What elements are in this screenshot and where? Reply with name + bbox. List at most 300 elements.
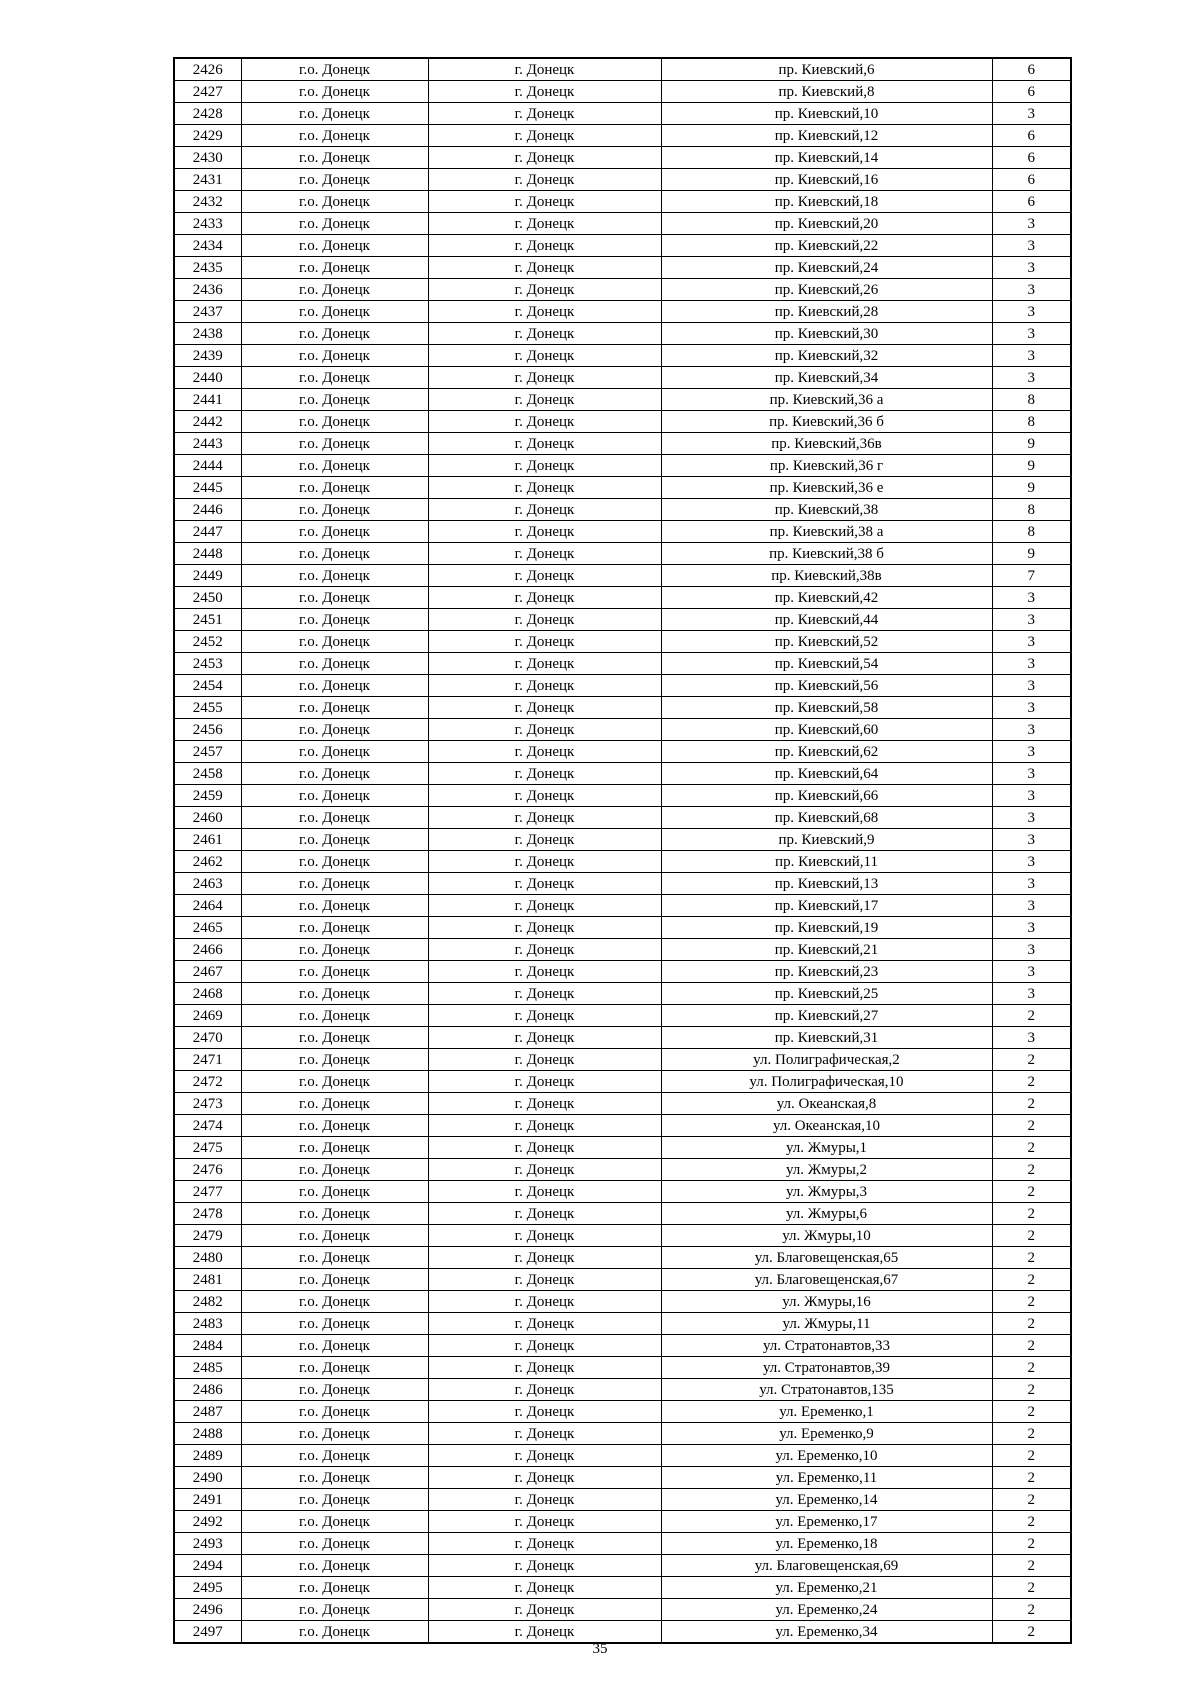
city-cell: г. Донецк	[428, 1511, 661, 1533]
city-cell: г. Донецк	[428, 961, 661, 983]
count-cell: 3	[992, 675, 1071, 697]
city-cell: г. Донецк	[428, 1401, 661, 1423]
district-cell: г.о. Донецк	[241, 939, 428, 961]
district-cell: г.о. Донецк	[241, 873, 428, 895]
city-cell: г. Донецк	[428, 631, 661, 653]
district-cell: г.о. Донецк	[241, 411, 428, 433]
row-number-cell: 2432	[174, 191, 241, 213]
row-number-cell: 2496	[174, 1599, 241, 1621]
city-cell: г. Донецк	[428, 1115, 661, 1137]
table-row	[174, 411, 1071, 433]
table-row	[174, 455, 1071, 477]
table-row	[174, 1291, 1071, 1313]
address-cell: ул. Благовещенская,69	[661, 1555, 992, 1577]
district-cell: г.о. Донецк	[241, 1489, 428, 1511]
address-cell: пр. Киевский,28	[661, 301, 992, 323]
count-cell: 2	[992, 1005, 1071, 1027]
address-cell: ул. Благовещенская,65	[661, 1247, 992, 1269]
address-cell: пр. Киевский,19	[661, 917, 992, 939]
count-cell: 9	[992, 543, 1071, 565]
district-cell: г.о. Донецк	[241, 785, 428, 807]
district-cell: г.о. Донецк	[241, 565, 428, 587]
address-cell: пр. Киевский,36в	[661, 433, 992, 455]
table-row	[174, 103, 1071, 125]
district-cell: г.о. Донецк	[241, 983, 428, 1005]
table-row	[174, 675, 1071, 697]
district-cell: г.о. Донецк	[241, 147, 428, 169]
table-row	[174, 125, 1071, 147]
address-cell: ул. Жмуры,10	[661, 1225, 992, 1247]
row-number-cell: 2438	[174, 323, 241, 345]
city-cell: г. Донецк	[428, 1621, 661, 1644]
count-cell: 2	[992, 1555, 1071, 1577]
district-cell: г.о. Донецк	[241, 1291, 428, 1313]
address-cell: пр. Киевский,32	[661, 345, 992, 367]
table-row	[174, 147, 1071, 169]
table-row	[174, 235, 1071, 257]
address-cell: ул. Еременко,9	[661, 1423, 992, 1445]
city-cell: г. Донецк	[428, 1445, 661, 1467]
address-cell: пр. Киевский,68	[661, 807, 992, 829]
district-cell: г.о. Донецк	[241, 367, 428, 389]
address-cell: пр. Киевский,26	[661, 279, 992, 301]
address-cell: пр. Киевский,38 а	[661, 521, 992, 543]
city-cell: г. Донецк	[428, 323, 661, 345]
row-number-cell: 2458	[174, 763, 241, 785]
table-row	[174, 367, 1071, 389]
row-number-cell: 2426	[174, 58, 241, 81]
count-cell: 6	[992, 191, 1071, 213]
row-number-cell: 2463	[174, 873, 241, 895]
address-cell: пр. Киевский,52	[661, 631, 992, 653]
table-row	[174, 301, 1071, 323]
table-row	[174, 1577, 1071, 1599]
row-number-cell: 2486	[174, 1379, 241, 1401]
count-cell: 6	[992, 81, 1071, 103]
row-number-cell: 2464	[174, 895, 241, 917]
count-cell: 2	[992, 1335, 1071, 1357]
district-cell: г.о. Донецк	[241, 917, 428, 939]
district-cell: г.о. Донецк	[241, 257, 428, 279]
city-cell: г. Донецк	[428, 301, 661, 323]
count-cell: 2	[992, 1137, 1071, 1159]
table-row	[174, 1049, 1071, 1071]
district-cell: г.о. Донецк	[241, 1093, 428, 1115]
district-cell: г.о. Донецк	[241, 345, 428, 367]
row-number-cell: 2476	[174, 1159, 241, 1181]
district-cell: г.о. Донецк	[241, 521, 428, 543]
row-number-cell: 2442	[174, 411, 241, 433]
count-cell: 3	[992, 983, 1071, 1005]
district-cell: г.о. Донецк	[241, 1357, 428, 1379]
city-cell: г. Донецк	[428, 433, 661, 455]
count-cell: 9	[992, 477, 1071, 499]
count-cell: 3	[992, 763, 1071, 785]
address-cell: ул. Благовещенская,67	[661, 1269, 992, 1291]
address-cell: пр. Киевский,25	[661, 983, 992, 1005]
city-cell: г. Донецк	[428, 983, 661, 1005]
count-cell: 9	[992, 433, 1071, 455]
address-cell: ул. Жмуры,11	[661, 1313, 992, 1335]
count-cell: 3	[992, 279, 1071, 301]
table-row	[174, 565, 1071, 587]
count-cell: 2	[992, 1489, 1071, 1511]
row-number-cell: 2441	[174, 389, 241, 411]
city-cell: г. Донецк	[428, 1313, 661, 1335]
count-cell: 2	[992, 1115, 1071, 1137]
address-cell: пр. Киевский,23	[661, 961, 992, 983]
district-cell: г.о. Донецк	[241, 851, 428, 873]
city-cell: г. Донецк	[428, 169, 661, 191]
district-cell: г.о. Донецк	[241, 1027, 428, 1049]
district-cell: г.о. Донецк	[241, 653, 428, 675]
district-cell: г.о. Донецк	[241, 697, 428, 719]
address-cell: пр. Киевский,10	[661, 103, 992, 125]
table-row	[174, 631, 1071, 653]
count-cell: 6	[992, 169, 1071, 191]
row-number-cell: 2477	[174, 1181, 241, 1203]
table-row	[174, 1225, 1071, 1247]
table-row	[174, 1269, 1071, 1291]
address-cell: пр. Киевский,38 б	[661, 543, 992, 565]
count-cell: 3	[992, 367, 1071, 389]
district-cell: г.о. Донецк	[241, 1137, 428, 1159]
count-cell: 2	[992, 1511, 1071, 1533]
address-cell: ул. Еременко,1	[661, 1401, 992, 1423]
address-cell: пр. Киевский,38в	[661, 565, 992, 587]
count-cell: 2	[992, 1159, 1071, 1181]
count-cell: 2	[992, 1423, 1071, 1445]
table-row	[174, 829, 1071, 851]
count-cell: 2	[992, 1203, 1071, 1225]
table-row	[174, 345, 1071, 367]
city-cell: г. Донецк	[428, 81, 661, 103]
row-number-cell: 2469	[174, 1005, 241, 1027]
address-cell: ул. Еременко,21	[661, 1577, 992, 1599]
row-number-cell: 2440	[174, 367, 241, 389]
count-cell: 3	[992, 103, 1071, 125]
count-cell: 3	[992, 301, 1071, 323]
district-cell: г.о. Донецк	[241, 323, 428, 345]
count-cell: 3	[992, 961, 1071, 983]
district-cell: г.о. Донецк	[241, 1555, 428, 1577]
table-row	[174, 279, 1071, 301]
city-cell: г. Донецк	[428, 807, 661, 829]
address-cell: пр. Киевский,36 а	[661, 389, 992, 411]
count-cell: 8	[992, 411, 1071, 433]
row-number-cell: 2473	[174, 1093, 241, 1115]
table-row	[174, 1181, 1071, 1203]
table-row	[174, 323, 1071, 345]
count-cell: 2	[992, 1379, 1071, 1401]
city-cell: г. Донецк	[428, 653, 661, 675]
table-row	[174, 257, 1071, 279]
address-cell: ул. Стратонавтов,39	[661, 1357, 992, 1379]
address-cell: ул. Жмуры,16	[661, 1291, 992, 1313]
city-cell: г. Донецк	[428, 191, 661, 213]
city-cell: г. Донецк	[428, 1005, 661, 1027]
count-cell: 3	[992, 829, 1071, 851]
row-number-cell: 2430	[174, 147, 241, 169]
count-cell: 2	[992, 1445, 1071, 1467]
count-cell: 3	[992, 345, 1071, 367]
table-row	[174, 1027, 1071, 1049]
table-row	[174, 499, 1071, 521]
count-cell: 3	[992, 785, 1071, 807]
table-row	[174, 1489, 1071, 1511]
table-row	[174, 1445, 1071, 1467]
city-cell: г. Донецк	[428, 1137, 661, 1159]
table-row	[174, 213, 1071, 235]
table-row	[174, 895, 1071, 917]
address-cell: пр. Киевский,36 е	[661, 477, 992, 499]
table-row	[174, 697, 1071, 719]
city-cell: г. Донецк	[428, 939, 661, 961]
district-cell: г.о. Донецк	[241, 1621, 428, 1644]
table-row	[174, 807, 1071, 829]
city-cell: г. Донецк	[428, 213, 661, 235]
city-cell: г. Донецк	[428, 389, 661, 411]
district-cell: г.о. Донецк	[241, 1247, 428, 1269]
address-cell: ул. Полиграфическая,10	[661, 1071, 992, 1093]
row-number-cell: 2460	[174, 807, 241, 829]
district-cell: г.о. Донецк	[241, 895, 428, 917]
row-number-cell: 2475	[174, 1137, 241, 1159]
city-cell: г. Донецк	[428, 147, 661, 169]
address-cell: пр. Киевский,27	[661, 1005, 992, 1027]
count-cell: 6	[992, 58, 1071, 81]
table-row	[174, 1423, 1071, 1445]
table-row	[174, 1093, 1071, 1115]
city-cell: г. Донецк	[428, 565, 661, 587]
district-cell: г.о. Донецк	[241, 1049, 428, 1071]
address-cell: ул. Еременко,11	[661, 1467, 992, 1489]
table-row	[174, 1511, 1071, 1533]
table-row	[174, 1203, 1071, 1225]
address-cell: пр. Киевский,30	[661, 323, 992, 345]
district-cell: г.о. Донецк	[241, 1599, 428, 1621]
address-cell: ул. Еременко,24	[661, 1599, 992, 1621]
district-cell: г.о. Донецк	[241, 58, 428, 81]
count-cell: 3	[992, 807, 1071, 829]
row-number-cell: 2451	[174, 609, 241, 631]
address-cell: ул. Еременко,10	[661, 1445, 992, 1467]
address-cell: ул. Жмуры,2	[661, 1159, 992, 1181]
district-cell: г.о. Донецк	[241, 1115, 428, 1137]
row-number-cell: 2434	[174, 235, 241, 257]
count-cell: 9	[992, 455, 1071, 477]
count-cell: 3	[992, 609, 1071, 631]
row-number-cell: 2445	[174, 477, 241, 499]
address-cell: пр. Киевский,58	[661, 697, 992, 719]
row-number-cell: 2491	[174, 1489, 241, 1511]
address-cell: ул. Стратонавтов,135	[661, 1379, 992, 1401]
city-cell: г. Донецк	[428, 1027, 661, 1049]
row-number-cell: 2493	[174, 1533, 241, 1555]
table-row	[174, 1533, 1071, 1555]
row-number-cell: 2482	[174, 1291, 241, 1313]
address-cell: пр. Киевский,34	[661, 367, 992, 389]
row-number-cell: 2452	[174, 631, 241, 653]
row-number-cell: 2494	[174, 1555, 241, 1577]
city-cell: г. Донецк	[428, 455, 661, 477]
city-cell: г. Донецк	[428, 1071, 661, 1093]
count-cell: 3	[992, 873, 1071, 895]
table-body	[174, 58, 1071, 1643]
city-cell: г. Донецк	[428, 1555, 661, 1577]
count-cell: 3	[992, 653, 1071, 675]
row-number-cell: 2484	[174, 1335, 241, 1357]
count-cell: 3	[992, 631, 1071, 653]
row-number-cell: 2455	[174, 697, 241, 719]
row-number-cell: 2431	[174, 169, 241, 191]
city-cell: г. Донецк	[428, 1269, 661, 1291]
city-cell: г. Донецк	[428, 1423, 661, 1445]
table-row	[174, 1313, 1071, 1335]
row-number-cell: 2466	[174, 939, 241, 961]
table-row	[174, 1555, 1071, 1577]
address-cell: пр. Киевский,44	[661, 609, 992, 631]
city-cell: г. Донецк	[428, 477, 661, 499]
address-cell: пр. Киевский,24	[661, 257, 992, 279]
table-row	[174, 81, 1071, 103]
city-cell: г. Донецк	[428, 895, 661, 917]
count-cell: 3	[992, 323, 1071, 345]
address-cell: пр. Киевский,64	[661, 763, 992, 785]
table-row	[174, 939, 1071, 961]
city-cell: г. Донецк	[428, 58, 661, 81]
address-cell: пр. Киевский,8	[661, 81, 992, 103]
district-cell: г.о. Донецк	[241, 499, 428, 521]
address-cell: пр. Киевский,36 г	[661, 455, 992, 477]
count-cell: 3	[992, 697, 1071, 719]
city-cell: г. Донецк	[428, 1599, 661, 1621]
district-cell: г.о. Донецк	[241, 125, 428, 147]
city-cell: г. Донецк	[428, 785, 661, 807]
row-number-cell: 2485	[174, 1357, 241, 1379]
city-cell: г. Донецк	[428, 763, 661, 785]
table-row	[174, 1137, 1071, 1159]
count-cell: 3	[992, 213, 1071, 235]
district-cell: г.о. Донецк	[241, 1445, 428, 1467]
address-cell: пр. Киевский,56	[661, 675, 992, 697]
row-number-cell: 2468	[174, 983, 241, 1005]
table-row	[174, 1467, 1071, 1489]
address-cell: пр. Киевский,21	[661, 939, 992, 961]
district-cell: г.о. Донецк	[241, 389, 428, 411]
district-cell: г.о. Донецк	[241, 1335, 428, 1357]
count-cell: 3	[992, 895, 1071, 917]
table-row	[174, 543, 1071, 565]
count-cell: 2	[992, 1093, 1071, 1115]
city-cell: г. Донецк	[428, 1467, 661, 1489]
table-row	[174, 433, 1071, 455]
count-cell: 3	[992, 235, 1071, 257]
district-cell: г.о. Донецк	[241, 1159, 428, 1181]
district-cell: г.о. Донецк	[241, 543, 428, 565]
address-cell: пр. Киевский,60	[661, 719, 992, 741]
table-row	[174, 741, 1071, 763]
row-number-cell: 2427	[174, 81, 241, 103]
count-cell: 6	[992, 125, 1071, 147]
table-row	[174, 1599, 1071, 1621]
row-number-cell: 2467	[174, 961, 241, 983]
count-cell: 3	[992, 257, 1071, 279]
count-cell: 3	[992, 587, 1071, 609]
district-cell: г.о. Донецк	[241, 829, 428, 851]
district-cell: г.о. Донецк	[241, 169, 428, 191]
district-cell: г.о. Донецк	[241, 1005, 428, 1027]
row-number-cell: 2443	[174, 433, 241, 455]
district-cell: г.о. Донецк	[241, 279, 428, 301]
address-cell: ул. Стратонавтов,33	[661, 1335, 992, 1357]
count-cell: 2	[992, 1357, 1071, 1379]
district-cell: г.о. Донецк	[241, 587, 428, 609]
table-row	[174, 1357, 1071, 1379]
table-row	[174, 1247, 1071, 1269]
row-number-cell: 2497	[174, 1621, 241, 1644]
address-cell: пр. Киевский,16	[661, 169, 992, 191]
row-number-cell: 2437	[174, 301, 241, 323]
address-table	[173, 57, 1072, 1644]
count-cell: 2	[992, 1401, 1071, 1423]
district-cell: г.о. Донецк	[241, 961, 428, 983]
address-cell: пр. Киевский,11	[661, 851, 992, 873]
count-cell: 2	[992, 1225, 1071, 1247]
district-cell: г.о. Донецк	[241, 675, 428, 697]
district-cell: г.о. Донецк	[241, 719, 428, 741]
district-cell: г.о. Донецк	[241, 741, 428, 763]
district-cell: г.о. Донецк	[241, 1401, 428, 1423]
city-cell: г. Донецк	[428, 1247, 661, 1269]
district-cell: г.о. Донецк	[241, 1533, 428, 1555]
city-cell: г. Донецк	[428, 1357, 661, 1379]
row-number-cell: 2465	[174, 917, 241, 939]
row-number-cell: 2471	[174, 1049, 241, 1071]
row-number-cell: 2453	[174, 653, 241, 675]
row-number-cell: 2462	[174, 851, 241, 873]
city-cell: г. Донецк	[428, 675, 661, 697]
count-cell: 2	[992, 1181, 1071, 1203]
row-number-cell: 2472	[174, 1071, 241, 1093]
table-row	[174, 763, 1071, 785]
address-cell: пр. Киевский,31	[661, 1027, 992, 1049]
row-number-cell: 2490	[174, 1467, 241, 1489]
district-cell: г.о. Донецк	[241, 609, 428, 631]
city-cell: г. Донецк	[428, 125, 661, 147]
count-cell: 6	[992, 147, 1071, 169]
district-cell: г.о. Донецк	[241, 1269, 428, 1291]
district-cell: г.о. Донецк	[241, 631, 428, 653]
count-cell: 8	[992, 499, 1071, 521]
city-cell: г. Донецк	[428, 1159, 661, 1181]
count-cell: 8	[992, 521, 1071, 543]
city-cell: г. Донецк	[428, 609, 661, 631]
row-number-cell: 2429	[174, 125, 241, 147]
district-cell: г.о. Донецк	[241, 1577, 428, 1599]
count-cell: 2	[992, 1291, 1071, 1313]
table-row	[174, 1379, 1071, 1401]
table-row	[174, 1401, 1071, 1423]
row-number-cell: 2439	[174, 345, 241, 367]
city-cell: г. Донецк	[428, 367, 661, 389]
district-cell: г.о. Донецк	[241, 1071, 428, 1093]
table-row	[174, 719, 1071, 741]
district-cell: г.о. Донецк	[241, 103, 428, 125]
count-cell: 3	[992, 719, 1071, 741]
count-cell: 8	[992, 389, 1071, 411]
row-number-cell: 2448	[174, 543, 241, 565]
